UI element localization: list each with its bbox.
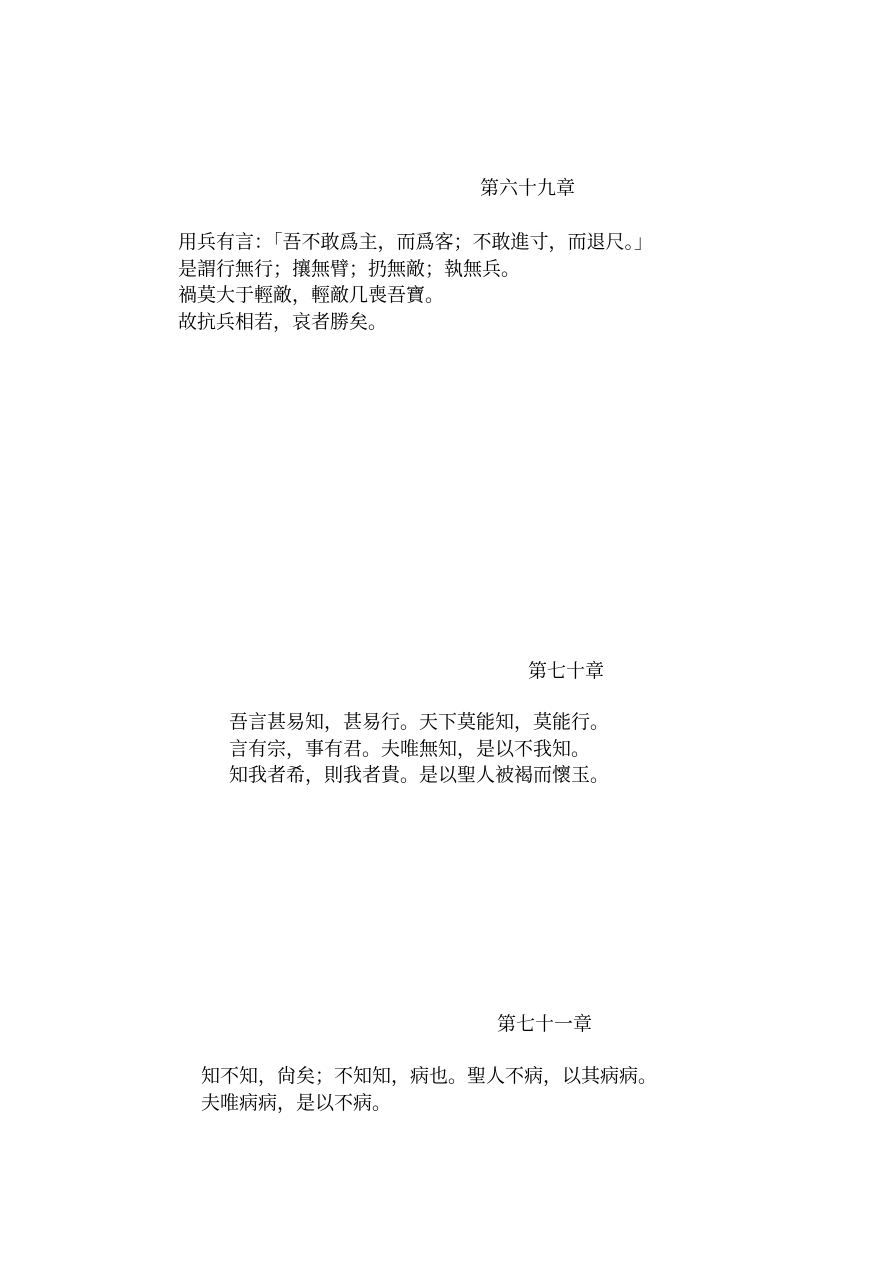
chapter-title: 第七十一章: [497, 1013, 593, 1035]
text-line: 是謂行無行；攘無臂；扔無敵；執無兵。: [178, 257, 521, 280]
text-line: 故抗兵相若，哀者勝矣。: [178, 310, 388, 333]
chapter-title: 第七十章: [528, 660, 605, 682]
chapter-body: [229, 709, 609, 789]
text-line: 夫唯病病，是以不病。: [201, 1091, 392, 1114]
text-line: 禍莫大于輕敵，輕敵几喪吾寶。: [178, 284, 445, 306]
text-line: 言有宗，事有君。夫唯無知，是以不我知。: [229, 737, 591, 760]
text-line: 吾言甚易知，甚易行。天下莫能知，莫能行。: [229, 711, 610, 733]
text-line: 知不知，尙矣；不知知，病也。聖人不病，以其病病。: [201, 1065, 658, 1087]
chapter-body: [178, 229, 653, 335]
text-line: 知我者希，則我者貴。是以聖人被褐而懷玉。: [229, 764, 610, 786]
chapter-title: 第六十九章: [480, 177, 576, 199]
chapter-body: [201, 1063, 657, 1116]
text-line: 用兵有言：「吾不敢爲主，而爲客；不敢進寸，而退尺。」: [178, 231, 654, 253]
